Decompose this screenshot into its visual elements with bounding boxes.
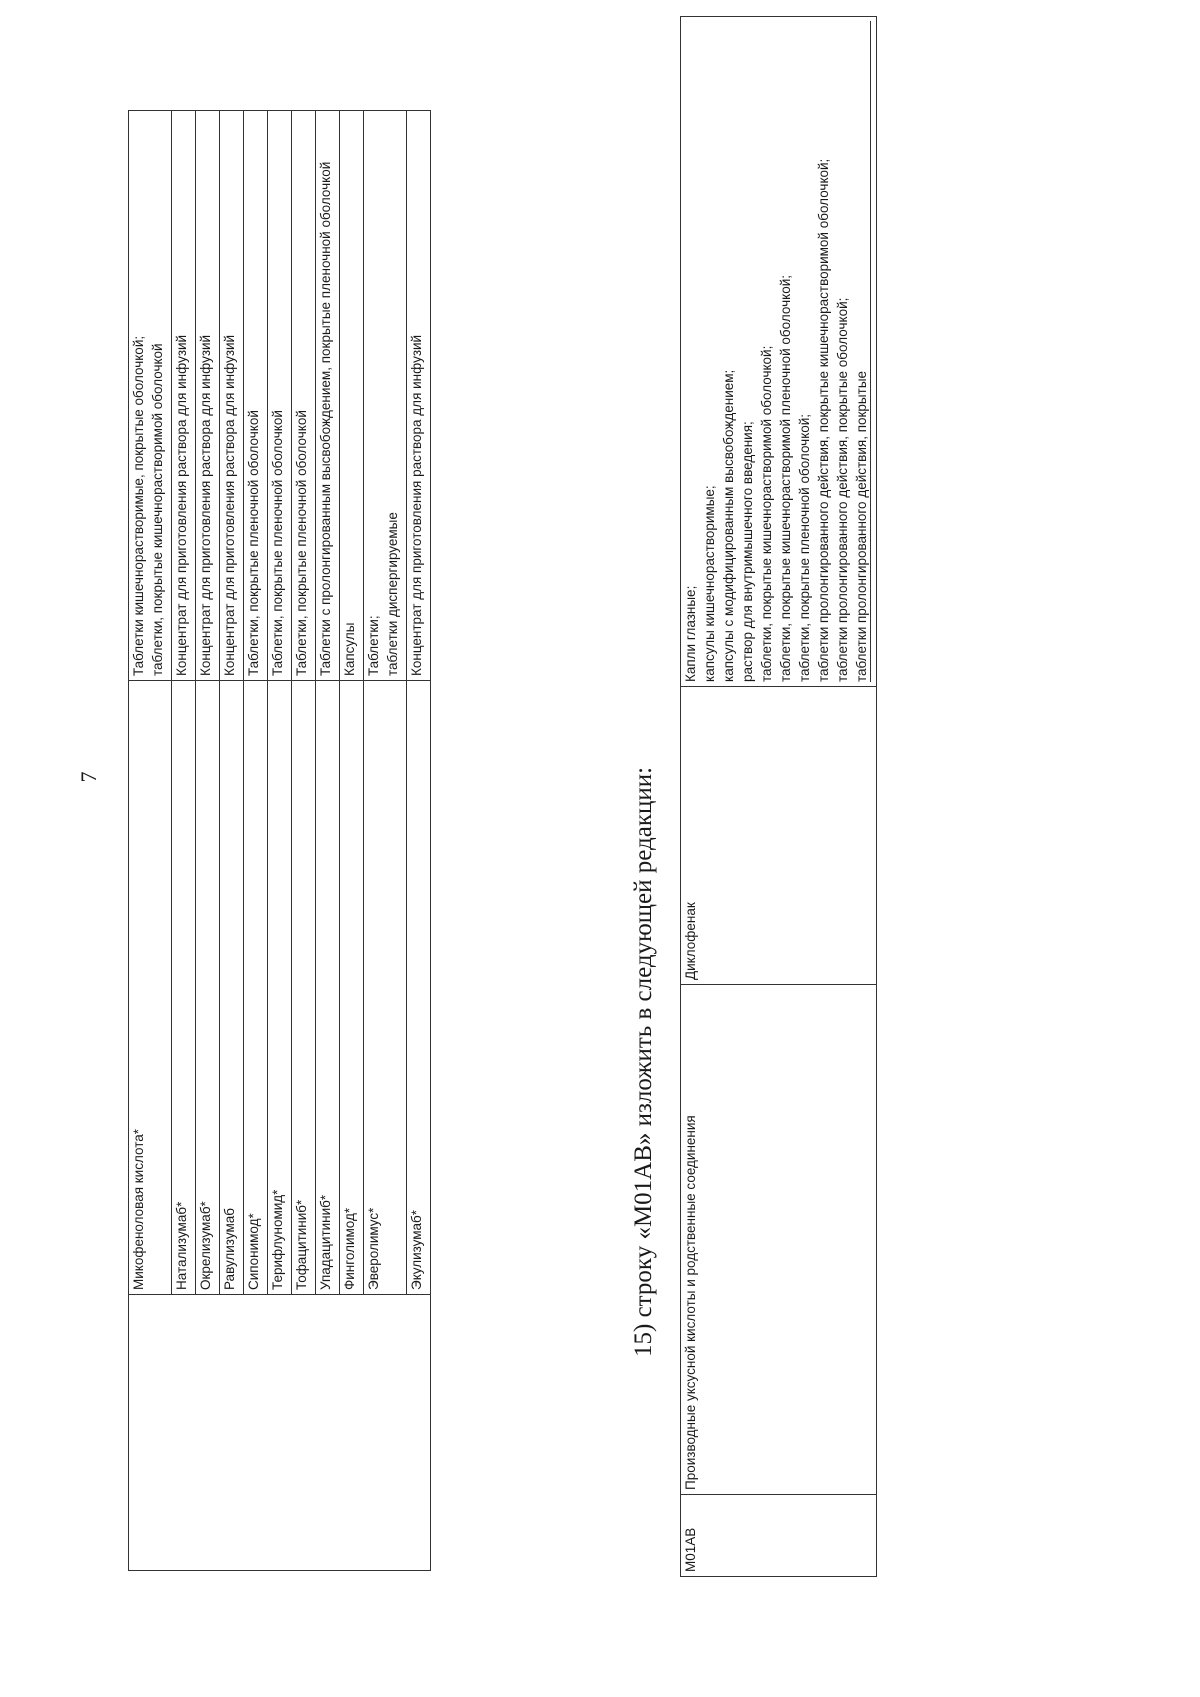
dosage-form-line: таблетки, покрытые кишечнорастворимой пленочной оболочкой;: [778, 275, 793, 682]
drug-name-cell: Финголимод*: [340, 681, 364, 1295]
atc-group-cell: Производные уксусной кислоты и родственные соединения: [681, 985, 877, 1495]
dosage-form-line: раствор для внутримышечного введения;: [740, 421, 755, 682]
dosage-form-line: Капсулы: [342, 622, 357, 676]
drug-name-cell: Натализумаб*: [172, 681, 196, 1295]
dosage-form-line: таблетки, покрытые кишечнорастворимой оболочкой;: [759, 345, 774, 682]
dosage-forms-cell: [292, 111, 316, 681]
dosage-forms-cell: [364, 111, 407, 681]
dosage-form-line: таблетки пролонгированного действия, покрытые: [854, 21, 871, 682]
dosage-form-line: таблетки, покрытые пленочной оболочкой;: [797, 413, 812, 682]
page-number: 7: [76, 771, 101, 783]
dosage-form-line: Концентрат для приготовления раствора для инфузий: [409, 334, 424, 676]
dosage-form-line: Концентрат для приготовления раствора для инфузий: [222, 334, 237, 676]
drug-name-cell: Тофацитиниб*: [292, 681, 316, 1295]
drug-name-cell: Окрелизумаб*: [196, 681, 220, 1295]
dosage-form-line: Таблетки кишечнорастворимые, покрытые оболочкой;: [131, 335, 146, 676]
dosage-forms-cell: [220, 111, 244, 681]
dosage-form-line: таблетки диспергируемые: [385, 512, 400, 676]
dosage-forms-cell: [172, 111, 196, 681]
dosage-form-line: Таблетки, покрытые пленочной оболочкой: [246, 410, 261, 676]
drug-name-cell: Сипонимод*: [244, 681, 268, 1295]
dosage-form-line: Концентрат для приготовления раствора для инфузий: [198, 334, 213, 676]
dosage-form-line: капсулы с модифицированным высвобождением;: [721, 369, 736, 682]
drug-name-cell: Микофеноловая кислота*: [129, 681, 172, 1295]
dosage-forms-cell: [244, 111, 268, 681]
dosage-form-line: Таблетки;: [366, 615, 381, 676]
dosage-form-line: капсулы кишечнорастворимые;: [702, 485, 717, 682]
dosage-forms-cell: [407, 111, 431, 681]
drug-name-cell: Упадацитиниб*: [316, 681, 340, 1295]
drug-name-cell: Экулизумаб*: [407, 681, 431, 1295]
dosage-form-line: Таблетки, покрытые пленочной оболочкой: [270, 410, 285, 676]
dosage-form-line: таблетки, покрытые кишечнорастворимой оболочкой: [150, 343, 165, 676]
dosage-form-line: таблетки пролонгированного действия, покрытые кишечнорастворимой оболочкой;: [816, 158, 831, 682]
table-row: [129, 111, 172, 1571]
dosage-form-line: Таблетки с пролонгированным высвобождением, покрытые пленочной оболочкой: [318, 161, 333, 676]
dosage-forms-cell: [681, 17, 877, 687]
table-row: [681, 17, 877, 1577]
dosage-forms-cell: [196, 111, 220, 681]
drug-name-cell: Диклофенак: [681, 687, 877, 985]
dosage-forms-cell: [316, 111, 340, 681]
dosage-form-line: Капли глазные;: [683, 585, 698, 682]
drug-name-cell: Равулизумаб: [220, 681, 244, 1295]
medications-table-continued: [128, 110, 431, 1571]
dosage-forms-cell: [129, 111, 172, 681]
dosage-form-line: таблетки пролонгированного действия, покрытые оболочкой;: [835, 297, 850, 682]
dosage-form-line: Таблетки, покрытые пленочной оболочкой: [294, 410, 309, 676]
dosage-form-line: Концентрат для приготовления раствора для инфузий: [174, 334, 189, 676]
amendment-instruction: 15) строку «М01АВ» изложить в следующей редакции:: [630, 766, 657, 1357]
m01ab-table: [680, 16, 877, 1577]
atc-code-cell: М01АВ: [681, 1495, 877, 1577]
dosage-forms-cell: [268, 111, 292, 681]
drug-name-cell: Терифлуномид*: [268, 681, 292, 1295]
dosage-forms-cell: [340, 111, 364, 681]
empty-group-cell: [129, 1295, 431, 1571]
drug-name-cell: Эверолимус*: [364, 681, 407, 1295]
medications-table-body: [129, 111, 431, 1571]
